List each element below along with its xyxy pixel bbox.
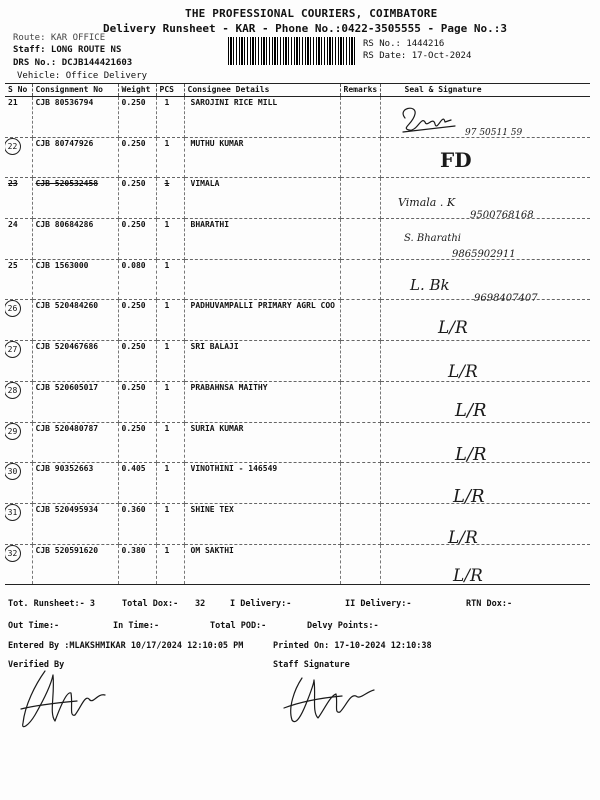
hw-lr-r31: L/R [448, 528, 478, 548]
hw-r24-name: S. Bharathi [404, 233, 462, 244]
signature-cell [380, 544, 590, 585]
runsheet-table [5, 83, 590, 585]
remarks-cell [340, 422, 380, 463]
consignment-cell-text: CJB 80684286 [35, 220, 94, 230]
table-row [5, 463, 590, 504]
consignee-cell-text: BHARATHI [190, 220, 230, 230]
pcs-cell [156, 503, 184, 544]
col-header-remarks: Remarks [340, 84, 380, 97]
consignment-cell [32, 503, 118, 544]
sno-cell-text: 26 [5, 300, 21, 317]
consignee-cell-text: VINOTHINI - 146549 [190, 464, 278, 474]
remarks-cell [340, 341, 380, 382]
remarks-cell [340, 178, 380, 219]
staff-label: Staff: LONG ROUTE NS [13, 45, 122, 55]
weight-cell-text: 0.250 [121, 423, 146, 433]
sno-cell [5, 381, 32, 422]
consignment-cell-text: CJB 1563000 [35, 260, 89, 270]
runsheet-subtitle: Delivery Runsheet - KAR - Phone No.:0422-3505555 - Page No.:3 [103, 22, 507, 35]
consignment-cell-text: CJB 520484260 [35, 301, 99, 311]
hw-lr-r27: L/R [448, 362, 478, 382]
consignment-cell [32, 463, 118, 504]
remarks-cell [340, 544, 380, 585]
sno-cell [5, 503, 32, 544]
consignee-cell-text: SAROJINI RICE MILL [190, 98, 278, 107]
consignee-cell [184, 97, 340, 138]
pcs-cell-text: 1 [164, 98, 170, 107]
pcs-cell-text: 1 [164, 504, 170, 514]
total-dox-label: Total Dox:- [122, 599, 179, 609]
consignee-cell [184, 503, 340, 544]
weight-cell [118, 219, 156, 260]
hw-r23-name: Vimala . K [398, 196, 456, 209]
consignee-cell-text: SRI BALAJI [190, 342, 239, 352]
weight-cell-text: 0.250 [121, 382, 146, 392]
route-label: Route: KAR OFFICE [13, 33, 106, 43]
sno-cell-text: 23 [8, 179, 18, 189]
consignment-cell [32, 381, 118, 422]
sno-cell [5, 463, 32, 504]
col-header-consignee: Consignee Details [184, 84, 340, 97]
sno-cell [5, 137, 32, 178]
col-header-weight: Weight [118, 84, 156, 97]
sno-cell-text: 32 [5, 545, 21, 562]
consignee-cell [184, 137, 340, 178]
pcs-cell [156, 544, 184, 585]
weight-cell [118, 503, 156, 544]
pcs-cell-text: 1 [164, 138, 170, 148]
sno-cell-text: 28 [5, 382, 21, 399]
company-title: THE PROFESSIONAL COURIERS, COIMBATORE [185, 7, 438, 20]
sno-cell-text: 24 [8, 220, 18, 230]
weight-cell [118, 300, 156, 341]
consignee-cell [184, 219, 340, 260]
pcs-cell [156, 381, 184, 422]
signature-cell [380, 463, 590, 504]
pcs-cell-text: 1 [164, 382, 170, 392]
signature-row21 [395, 102, 465, 142]
consignment-cell [32, 259, 118, 300]
weight-cell-text: 0.405 [121, 464, 146, 474]
remarks-cell [340, 381, 380, 422]
pcs-cell [156, 463, 184, 504]
total-dox-value: 32 [195, 599, 206, 609]
hw-lr-r32: L/R [453, 566, 483, 586]
consignee-cell-text: SURIA KUMAR [190, 423, 244, 433]
sno-cell [5, 97, 32, 138]
pcs-cell-text: 1 [164, 220, 170, 230]
consignment-cell-text: CJB 80536794 [35, 98, 94, 107]
signature-cell [380, 300, 590, 341]
consignment-cell-text: CJB 520532458 [35, 179, 99, 189]
consignment-cell-text: CJB 520605017 [35, 382, 99, 392]
table-row [5, 137, 590, 178]
weight-cell-text: 0.250 [121, 301, 146, 311]
consignment-cell-text: CJB 520591620 [35, 545, 99, 555]
consignee-cell [184, 259, 340, 300]
hw-lr-r28: L/R [455, 400, 487, 421]
hw-r25-phone: 9698407407 [474, 293, 538, 304]
consignee-cell [184, 422, 340, 463]
sno-cell-text: 29 [5, 423, 21, 440]
weight-cell-text: 0.250 [121, 98, 146, 107]
hw-lr-r29: L/R [455, 444, 487, 465]
pcs-cell-text: 1 [164, 179, 170, 189]
col-header-pcs: PCS [156, 84, 184, 97]
pcs-cell-text: 1 [164, 423, 170, 433]
consignee-cell-text: VIMALA [190, 179, 220, 189]
consignment-cell [32, 300, 118, 341]
weight-cell [118, 259, 156, 300]
consignment-cell [32, 422, 118, 463]
pcs-cell [156, 178, 184, 219]
in-time: In Time:- [113, 621, 160, 631]
pcs-cell-text: 1 [164, 342, 170, 352]
weight-cell [118, 544, 156, 585]
weight-cell-text: 0.250 [121, 179, 146, 189]
consignee-cell [184, 463, 340, 504]
hw-r24-phone: 9865902911 [452, 249, 516, 260]
sno-cell-text: 25 [8, 260, 18, 270]
pcs-cell [156, 259, 184, 300]
pcs-cell [156, 137, 184, 178]
sno-cell-text: 22 [5, 138, 21, 155]
drs-number: DRS No.: DCJB144421603 [13, 58, 133, 68]
sno-cell [5, 422, 32, 463]
pcs-cell [156, 219, 184, 260]
consignee-cell-text: PRABAHNSA MAITHY [190, 382, 268, 392]
pcs-cell-text: 1 [164, 545, 170, 555]
pcs-cell-text: 1 [164, 464, 170, 474]
remarks-cell [340, 463, 380, 504]
i-delivery: I Delivery:- [230, 599, 292, 609]
remarks-cell [340, 503, 380, 544]
consignment-cell-text: CJB 520480787 [35, 423, 99, 433]
hw-r22-note: FD [440, 148, 472, 172]
consignment-cell-text: CJB 520467686 [35, 342, 99, 352]
table-row [5, 422, 590, 463]
consignment-cell [32, 178, 118, 219]
sno-cell [5, 300, 32, 341]
sno-cell-text: 27 [5, 341, 21, 358]
pcs-cell-text: 1 [164, 301, 170, 311]
pcs-cell [156, 422, 184, 463]
weight-cell [118, 137, 156, 178]
consignee-cell-text: SHINE TEX [190, 504, 234, 514]
table-row [5, 300, 590, 341]
consignee-cell [184, 381, 340, 422]
weight-cell-text: 0.360 [121, 504, 146, 514]
tot-runsheet: Tot. Runsheet:- 3 [8, 599, 95, 609]
col-header-consignment: Consignment No [32, 84, 118, 97]
barcode-image [228, 37, 356, 65]
hw-r21-phone: 97 50511 59 [465, 128, 523, 138]
consignee-cell [184, 178, 340, 219]
total-pod: Total POD:- [210, 621, 267, 631]
consignment-cell [32, 341, 118, 382]
consignee-cell [184, 300, 340, 341]
consignee-cell-text: PADHUVAMPALLI PRIMARY AGRL COO [190, 301, 335, 311]
staff-signature-label: Staff Signature [273, 660, 350, 670]
weight-cell [118, 341, 156, 382]
vehicle-label: Vehicle: Office Delivery [17, 71, 148, 81]
consignment-cell-text: CJB 90352663 [35, 464, 94, 474]
consignment-cell [32, 97, 118, 138]
col-header-signature: Seal & Signature [380, 84, 590, 97]
sno-cell [5, 544, 32, 585]
consignee-cell [184, 544, 340, 585]
consignee-cell-text: OM SAKTHI [190, 545, 234, 555]
delvy-points: Delvy Points:- [307, 621, 379, 631]
sno-cell [5, 341, 32, 382]
weight-cell [118, 97, 156, 138]
remarks-cell [340, 137, 380, 178]
weight-cell [118, 463, 156, 504]
signature-cell [380, 341, 590, 382]
printed-on: Printed On: 17-10-2024 12:10:38 [273, 641, 432, 651]
out-time: Out Time:- [8, 621, 60, 631]
sno-cell [5, 178, 32, 219]
weight-cell-text: 0.250 [121, 138, 146, 148]
entered-by: Entered By :MLAKSHMIKAR 10/17/2024 12:10:05 PM [8, 641, 244, 651]
remarks-cell [340, 259, 380, 300]
sno-cell-text: 21 [8, 98, 18, 107]
table-row [5, 381, 590, 422]
verified-by-label: Verified By [8, 660, 65, 670]
col-header-sno: S No [5, 84, 32, 97]
table-header-row [5, 84, 590, 97]
hw-lr-r30: L/R [453, 486, 485, 507]
pcs-cell [156, 341, 184, 382]
consignee-cell [184, 341, 340, 382]
remarks-cell [340, 97, 380, 138]
consignee-cell-text: MUTHU KUMAR [190, 138, 244, 148]
sno-cell-text: 31 [5, 504, 21, 521]
remarks-cell [340, 219, 380, 260]
consignment-cell [32, 544, 118, 585]
remarks-cell [340, 300, 380, 341]
ii-delivery: II Delivery:- [345, 599, 412, 609]
consignment-cell [32, 137, 118, 178]
weight-cell-text: 0.250 [121, 342, 146, 352]
hw-r23-phone: 9500768168 [470, 210, 534, 221]
verified-by-signature [15, 665, 115, 735]
weight-cell-text: 0.380 [121, 545, 146, 555]
staff-signature-mark [280, 668, 380, 728]
consignment-cell-text: CJB 80747926 [35, 138, 94, 148]
rs-number: RS No.: 1444216 [363, 39, 445, 49]
rtn-dox: RTN Dox:- [466, 599, 513, 609]
table-row [5, 341, 590, 382]
weight-cell [118, 178, 156, 219]
signature-cell [380, 137, 590, 178]
pcs-cell [156, 300, 184, 341]
weight-cell-text: 0.250 [121, 220, 146, 230]
signature-cell [380, 503, 590, 544]
sno-cell [5, 219, 32, 260]
consignment-cell [32, 219, 118, 260]
rs-date: RS Date: 17-Oct-2024 [363, 51, 472, 61]
weight-cell [118, 422, 156, 463]
pcs-cell-text: 1 [164, 260, 170, 270]
table-row [5, 503, 590, 544]
table-row [5, 544, 590, 585]
hw-lr-r26: L/R [438, 318, 468, 338]
hw-r25-name: L. Bk [410, 276, 450, 294]
consignment-cell-text: CJB 520495934 [35, 504, 99, 514]
sno-cell-text: 30 [5, 463, 21, 480]
pcs-cell [156, 97, 184, 138]
sno-cell [5, 259, 32, 300]
weight-cell [118, 381, 156, 422]
weight-cell-text: 0.080 [121, 260, 146, 270]
